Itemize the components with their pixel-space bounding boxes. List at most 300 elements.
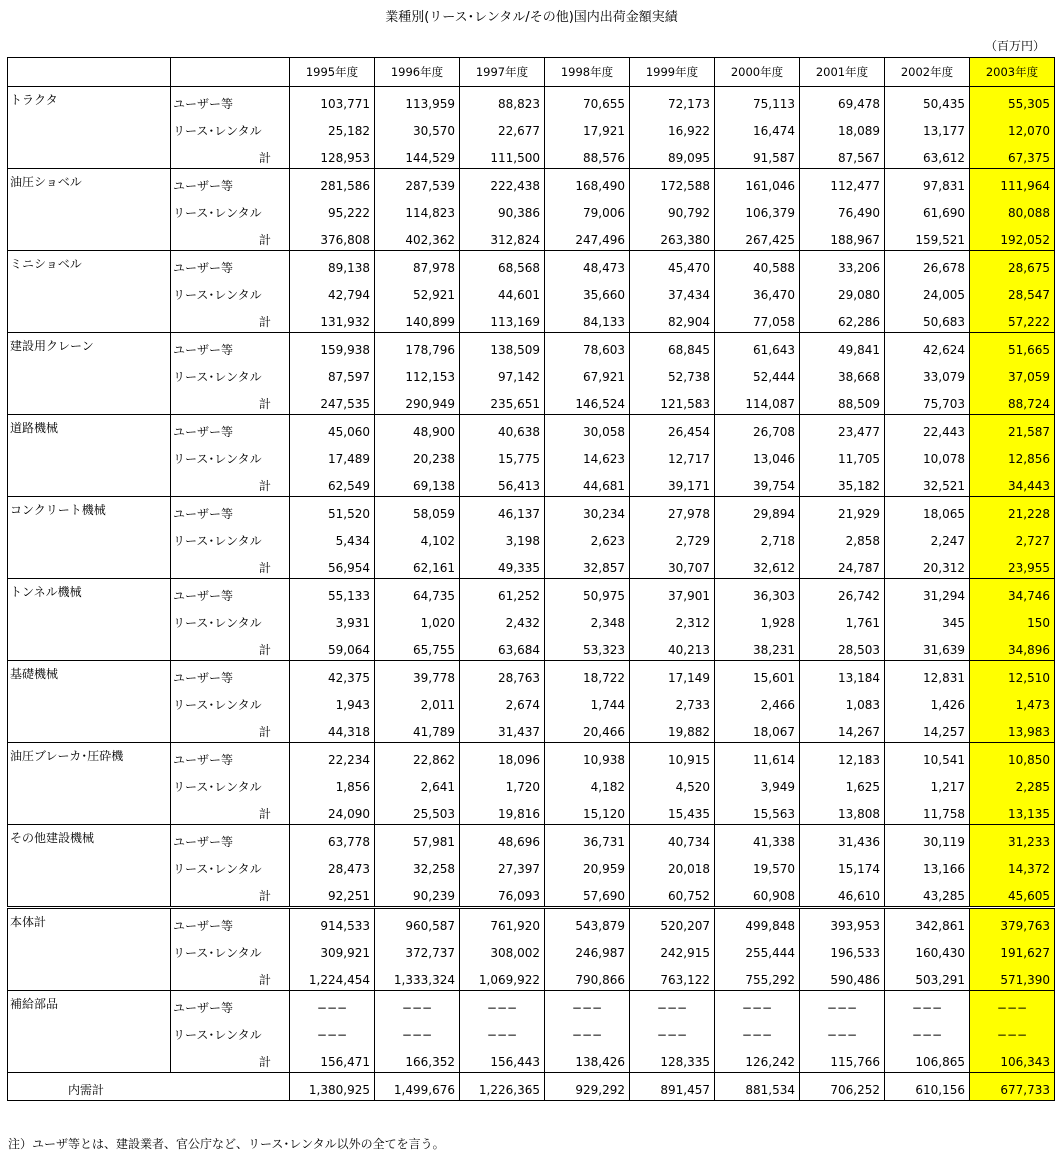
value-cell: 503,291 <box>885 963 970 991</box>
value-cell: 172,588 <box>630 169 715 197</box>
header-year: 2001年度 <box>800 58 885 87</box>
value-cell: 706,252 <box>800 1073 885 1101</box>
value-cell: −−− <box>630 991 715 1019</box>
value-cell: 2,247 <box>885 524 970 551</box>
value-cell: 23,477 <box>800 415 885 443</box>
value-cell: 112,153 <box>375 360 460 387</box>
value-cell: 499,848 <box>715 908 800 937</box>
category-label: その他建設機械 <box>8 825 171 908</box>
value-cell-highlight: 571,390 <box>970 963 1055 991</box>
value-cell-highlight: 34,896 <box>970 633 1055 661</box>
value-cell: 15,601 <box>715 661 800 689</box>
value-cell: 20,018 <box>630 852 715 879</box>
value-cell: 64,735 <box>375 579 460 607</box>
value-cell-highlight: 34,443 <box>970 469 1055 497</box>
value-cell: 87,597 <box>290 360 375 387</box>
value-cell: 20,312 <box>885 551 970 579</box>
value-cell: 24,005 <box>885 278 970 305</box>
value-cell: 281,586 <box>290 169 375 197</box>
value-cell: 21,929 <box>800 497 885 525</box>
value-cell: 114,823 <box>375 196 460 223</box>
value-cell: 308,002 <box>460 936 545 963</box>
value-cell: 62,161 <box>375 551 460 579</box>
value-cell: 55,133 <box>290 579 375 607</box>
value-cell: 65,755 <box>375 633 460 661</box>
value-cell: 42,794 <box>290 278 375 305</box>
header-year: 2002年度 <box>885 58 970 87</box>
value-cell: 1,380,925 <box>290 1073 375 1101</box>
value-cell: −−− <box>375 1018 460 1045</box>
value-cell: 26,742 <box>800 579 885 607</box>
value-cell: 16,474 <box>715 114 800 141</box>
value-cell: 67,921 <box>545 360 630 387</box>
value-cell: 1,744 <box>545 688 630 715</box>
header-blank <box>171 58 290 87</box>
table-row <box>8 251 1055 279</box>
value-cell: 24,090 <box>290 797 375 825</box>
value-cell: 97,142 <box>460 360 545 387</box>
value-cell: 42,375 <box>290 661 375 689</box>
table-row <box>8 661 1055 689</box>
header-blank <box>8 58 171 87</box>
row-label-total: 計 <box>171 141 290 169</box>
value-cell: 90,239 <box>375 879 460 908</box>
value-cell: 1,333,324 <box>375 963 460 991</box>
value-cell: 402,362 <box>375 223 460 251</box>
value-cell: 1,720 <box>460 770 545 797</box>
value-cell: 27,978 <box>630 497 715 525</box>
value-cell: 247,535 <box>290 387 375 415</box>
value-cell: 763,122 <box>630 963 715 991</box>
row-label-lease: リース･レンタル <box>171 442 290 469</box>
value-cell: 32,258 <box>375 852 460 879</box>
value-cell: 20,238 <box>375 442 460 469</box>
value-cell: 2,011 <box>375 688 460 715</box>
value-cell-highlight: 379,763 <box>970 908 1055 937</box>
row-label-user: ユーザー等 <box>171 743 290 771</box>
value-cell: 156,443 <box>460 1045 545 1073</box>
value-cell: 18,065 <box>885 497 970 525</box>
value-cell: 178,796 <box>375 333 460 361</box>
value-cell: 156,471 <box>290 1045 375 1073</box>
value-cell: 2,348 <box>545 606 630 633</box>
value-cell: 26,708 <box>715 415 800 443</box>
value-cell: 13,177 <box>885 114 970 141</box>
value-cell-highlight: −−− <box>970 1018 1055 1045</box>
value-cell: 146,524 <box>545 387 630 415</box>
row-label-lease: リース･レンタル <box>171 852 290 879</box>
value-cell: 30,119 <box>885 825 970 853</box>
unit-label: （百万円） <box>984 39 1045 53</box>
value-cell: 19,882 <box>630 715 715 743</box>
table-row <box>8 333 1055 361</box>
value-cell-highlight: 37,059 <box>970 360 1055 387</box>
value-cell-highlight: 12,510 <box>970 661 1055 689</box>
value-cell: 128,953 <box>290 141 375 169</box>
value-cell-highlight: 111,964 <box>970 169 1055 197</box>
value-cell: 82,904 <box>630 305 715 333</box>
value-cell-highlight: 28,675 <box>970 251 1055 279</box>
value-cell: 376,808 <box>290 223 375 251</box>
value-cell: 1,224,454 <box>290 963 375 991</box>
value-cell: 46,137 <box>460 497 545 525</box>
value-cell: 63,612 <box>885 141 970 169</box>
value-cell: 60,752 <box>630 879 715 908</box>
value-cell: 113,169 <box>460 305 545 333</box>
value-cell: 247,496 <box>545 223 630 251</box>
value-cell-highlight: 55,305 <box>970 87 1055 115</box>
value-cell: 52,921 <box>375 278 460 305</box>
value-cell: 61,690 <box>885 196 970 223</box>
value-cell: 58,059 <box>375 497 460 525</box>
value-cell: 84,133 <box>545 305 630 333</box>
value-cell: 159,938 <box>290 333 375 361</box>
value-cell: 18,722 <box>545 661 630 689</box>
value-cell: 91,587 <box>715 141 800 169</box>
value-cell: −−− <box>630 1018 715 1045</box>
value-cell: 761,920 <box>460 908 545 937</box>
value-cell-highlight: 23,955 <box>970 551 1055 579</box>
value-cell: −−− <box>545 1018 630 1045</box>
value-cell-highlight: 677,733 <box>970 1073 1055 1101</box>
value-cell: 72,173 <box>630 87 715 115</box>
value-cell: 28,763 <box>460 661 545 689</box>
value-cell: 15,563 <box>715 797 800 825</box>
value-cell: 24,787 <box>800 551 885 579</box>
category-label: ミニショベル <box>8 251 171 333</box>
table-row <box>8 908 1055 937</box>
table-body <box>8 87 1055 1101</box>
value-cell: 2,466 <box>715 688 800 715</box>
value-cell: 12,183 <box>800 743 885 771</box>
row-label-total: 計 <box>171 305 290 333</box>
value-cell: 11,705 <box>800 442 885 469</box>
value-cell: 4,102 <box>375 524 460 551</box>
value-cell: 1,426 <box>885 688 970 715</box>
value-cell: 121,583 <box>630 387 715 415</box>
value-cell: 75,703 <box>885 387 970 415</box>
row-label-lease: リース･レンタル <box>171 278 290 305</box>
value-cell: −−− <box>800 991 885 1019</box>
value-cell: 1,083 <box>800 688 885 715</box>
value-cell: 2,729 <box>630 524 715 551</box>
value-cell: 30,570 <box>375 114 460 141</box>
row-label-lease: リース･レンタル <box>171 196 290 223</box>
value-cell: 56,954 <box>290 551 375 579</box>
value-cell: 70,655 <box>545 87 630 115</box>
value-cell: 62,549 <box>290 469 375 497</box>
value-cell: 14,623 <box>545 442 630 469</box>
value-cell: 4,182 <box>545 770 630 797</box>
header-year: 1995年度 <box>290 58 375 87</box>
value-cell: 111,500 <box>460 141 545 169</box>
value-cell: 14,257 <box>885 715 970 743</box>
value-cell: 914,533 <box>290 908 375 937</box>
value-cell: 30,234 <box>545 497 630 525</box>
table-row <box>8 825 1055 853</box>
value-cell-highlight: 51,665 <box>970 333 1055 361</box>
value-cell: 1,856 <box>290 770 375 797</box>
value-cell: 40,588 <box>715 251 800 279</box>
value-cell: 22,443 <box>885 415 970 443</box>
value-cell: 960,587 <box>375 908 460 937</box>
value-cell: 312,824 <box>460 223 545 251</box>
table-row <box>8 991 1055 1019</box>
value-cell: 32,857 <box>545 551 630 579</box>
row-label-lease: リース･レンタル <box>171 360 290 387</box>
value-cell: 168,490 <box>545 169 630 197</box>
value-cell-highlight: 45,605 <box>970 879 1055 908</box>
value-cell: 19,570 <box>715 852 800 879</box>
value-cell: 10,915 <box>630 743 715 771</box>
value-cell-highlight: 150 <box>970 606 1055 633</box>
value-cell: 26,678 <box>885 251 970 279</box>
value-cell: 2,623 <box>545 524 630 551</box>
value-cell: 22,234 <box>290 743 375 771</box>
value-cell: 103,771 <box>290 87 375 115</box>
value-cell: 27,397 <box>460 852 545 879</box>
value-cell-highlight: 2,727 <box>970 524 1055 551</box>
value-cell: 13,184 <box>800 661 885 689</box>
row-label-user: ユーザー等 <box>171 169 290 197</box>
value-cell: 13,808 <box>800 797 885 825</box>
value-cell: 37,901 <box>630 579 715 607</box>
row-label-user: ユーザー等 <box>171 87 290 115</box>
value-cell: −−− <box>715 1018 800 1045</box>
row-label-user: ユーザー等 <box>171 415 290 443</box>
value-cell: 160,430 <box>885 936 970 963</box>
value-cell: 18,096 <box>460 743 545 771</box>
value-cell: 18,089 <box>800 114 885 141</box>
value-cell: 18,067 <box>715 715 800 743</box>
value-cell: 2,733 <box>630 688 715 715</box>
value-cell: 29,080 <box>800 278 885 305</box>
value-cell: 60,908 <box>715 879 800 908</box>
value-cell: 50,975 <box>545 579 630 607</box>
value-cell: −−− <box>885 991 970 1019</box>
value-cell: 50,435 <box>885 87 970 115</box>
value-cell: 2,432 <box>460 606 545 633</box>
value-cell: 25,503 <box>375 797 460 825</box>
table-row <box>8 169 1055 197</box>
value-cell: 1,217 <box>885 770 970 797</box>
value-cell: 22,862 <box>375 743 460 771</box>
row-label-user: ユーザー等 <box>171 333 290 361</box>
value-cell: 891,457 <box>630 1073 715 1101</box>
value-cell: 1,928 <box>715 606 800 633</box>
category-label: コンクリート機械 <box>8 497 171 579</box>
value-cell: 89,095 <box>630 141 715 169</box>
value-cell: 1,499,676 <box>375 1073 460 1101</box>
value-cell: 52,444 <box>715 360 800 387</box>
category-label: 油圧ショベル <box>8 169 171 251</box>
value-cell: 61,252 <box>460 579 545 607</box>
value-cell-highlight: 192,052 <box>970 223 1055 251</box>
row-label-user: ユーザー等 <box>171 991 290 1019</box>
value-cell-highlight: 106,343 <box>970 1045 1055 1073</box>
value-cell: 30,058 <box>545 415 630 443</box>
value-cell-highlight: −−− <box>970 991 1055 1019</box>
value-cell: 543,879 <box>545 908 630 937</box>
table-row <box>8 415 1055 443</box>
category-label: 本体計 <box>8 908 171 991</box>
value-cell: 38,668 <box>800 360 885 387</box>
row-label-lease: リース･レンタル <box>171 770 290 797</box>
value-cell: 37,434 <box>630 278 715 305</box>
category-label: 道路機械 <box>8 415 171 497</box>
value-cell: −−− <box>800 1018 885 1045</box>
value-cell: 90,386 <box>460 196 545 223</box>
value-cell: 50,683 <box>885 305 970 333</box>
value-cell: 309,921 <box>290 936 375 963</box>
value-cell-highlight: 88,724 <box>970 387 1055 415</box>
value-cell: 3,198 <box>460 524 545 551</box>
value-cell: 255,444 <box>715 936 800 963</box>
value-cell: 929,292 <box>545 1073 630 1101</box>
value-cell-highlight: 21,228 <box>970 497 1055 525</box>
row-label-user: ユーザー等 <box>171 251 290 279</box>
value-cell-highlight: 28,547 <box>970 278 1055 305</box>
value-cell: 131,932 <box>290 305 375 333</box>
value-cell: 235,651 <box>460 387 545 415</box>
row-label-user: ユーザー等 <box>171 908 290 937</box>
value-cell: −−− <box>290 1018 375 1045</box>
category-label: 建設用クレーン <box>8 333 171 415</box>
value-cell: 188,967 <box>800 223 885 251</box>
value-cell: 88,823 <box>460 87 545 115</box>
value-cell-highlight: 34,746 <box>970 579 1055 607</box>
value-cell: 159,521 <box>885 223 970 251</box>
value-cell: −−− <box>715 991 800 1019</box>
value-cell: 77,058 <box>715 305 800 333</box>
row-label-lease: リース･レンタル <box>171 114 290 141</box>
value-cell: 44,318 <box>290 715 375 743</box>
value-cell: 242,915 <box>630 936 715 963</box>
value-cell: 342,861 <box>885 908 970 937</box>
value-cell: 61,643 <box>715 333 800 361</box>
value-cell: 40,213 <box>630 633 715 661</box>
value-cell: 393,953 <box>800 908 885 937</box>
header-year: 1999年度 <box>630 58 715 87</box>
value-cell: 345 <box>885 606 970 633</box>
value-cell: 10,078 <box>885 442 970 469</box>
value-cell: 140,899 <box>375 305 460 333</box>
value-cell: 29,894 <box>715 497 800 525</box>
table-row <box>8 743 1055 771</box>
value-cell: 3,949 <box>715 770 800 797</box>
value-cell: −−− <box>460 991 545 1019</box>
value-cell: 610,156 <box>885 1073 970 1101</box>
value-cell: 36,303 <box>715 579 800 607</box>
value-cell: 755,292 <box>715 963 800 991</box>
value-cell: 45,060 <box>290 415 375 443</box>
value-cell: 76,490 <box>800 196 885 223</box>
value-cell: 31,639 <box>885 633 970 661</box>
value-cell: 69,478 <box>800 87 885 115</box>
value-cell: 30,707 <box>630 551 715 579</box>
row-label-user: ユーザー等 <box>171 579 290 607</box>
value-cell: 3,931 <box>290 606 375 633</box>
value-cell: 56,413 <box>460 469 545 497</box>
table-row <box>8 497 1055 525</box>
value-cell: 19,816 <box>460 797 545 825</box>
value-cell: 92,251 <box>290 879 375 908</box>
value-cell: 290,949 <box>375 387 460 415</box>
grand-total-label: 内需計 <box>8 1073 290 1101</box>
value-cell: 79,006 <box>545 196 630 223</box>
value-cell: 1,226,365 <box>460 1073 545 1101</box>
row-label-total: 計 <box>171 963 290 991</box>
value-cell: 35,182 <box>800 469 885 497</box>
value-cell: 44,681 <box>545 469 630 497</box>
row-label-lease: リース･レンタル <box>171 606 290 633</box>
value-cell: 95,222 <box>290 196 375 223</box>
value-cell: 590,486 <box>800 963 885 991</box>
value-cell: 36,470 <box>715 278 800 305</box>
value-cell: 106,379 <box>715 196 800 223</box>
value-cell: 40,638 <box>460 415 545 443</box>
value-cell: 63,684 <box>460 633 545 661</box>
row-label-total: 計 <box>171 633 290 661</box>
value-cell: 25,182 <box>290 114 375 141</box>
value-cell: 40,734 <box>630 825 715 853</box>
value-cell: 14,267 <box>800 715 885 743</box>
value-cell: 2,641 <box>375 770 460 797</box>
value-cell: 17,149 <box>630 661 715 689</box>
row-label-lease: リース･レンタル <box>171 1018 290 1045</box>
value-cell: 144,529 <box>375 141 460 169</box>
row-label-total: 計 <box>171 469 290 497</box>
header-year: 1996年度 <box>375 58 460 87</box>
value-cell: 11,758 <box>885 797 970 825</box>
value-cell: 15,775 <box>460 442 545 469</box>
value-cell: 4,520 <box>630 770 715 797</box>
value-cell: 51,520 <box>290 497 375 525</box>
value-cell: 41,789 <box>375 715 460 743</box>
value-cell: 53,323 <box>545 633 630 661</box>
value-cell: 88,576 <box>545 141 630 169</box>
table-title: 業種別(リース･レンタル/その他)国内出荷金額実績 <box>385 10 678 25</box>
value-cell: 32,612 <box>715 551 800 579</box>
value-cell: 1,943 <box>290 688 375 715</box>
value-cell: 113,959 <box>375 87 460 115</box>
value-cell-highlight: 2,285 <box>970 770 1055 797</box>
header-year-highlight: 2003年度 <box>970 58 1055 87</box>
value-cell: 15,435 <box>630 797 715 825</box>
value-cell: 90,792 <box>630 196 715 223</box>
row-label-total: 計 <box>171 1045 290 1073</box>
value-cell: 39,778 <box>375 661 460 689</box>
value-cell: 57,690 <box>545 879 630 908</box>
value-cell: 10,938 <box>545 743 630 771</box>
value-cell: 138,426 <box>545 1045 630 1073</box>
value-cell: 46,610 <box>800 879 885 908</box>
value-cell: 31,294 <box>885 579 970 607</box>
value-cell: 10,541 <box>885 743 970 771</box>
value-cell: 287,539 <box>375 169 460 197</box>
value-cell: 246,987 <box>545 936 630 963</box>
value-cell: 16,922 <box>630 114 715 141</box>
value-cell: 63,778 <box>290 825 375 853</box>
row-label-total: 計 <box>171 551 290 579</box>
value-cell: 28,473 <box>290 852 375 879</box>
value-cell: 33,079 <box>885 360 970 387</box>
row-label-total: 計 <box>171 387 290 415</box>
value-cell: 69,138 <box>375 469 460 497</box>
value-cell: 87,978 <box>375 251 460 279</box>
value-cell: 263,380 <box>630 223 715 251</box>
value-cell: 62,286 <box>800 305 885 333</box>
